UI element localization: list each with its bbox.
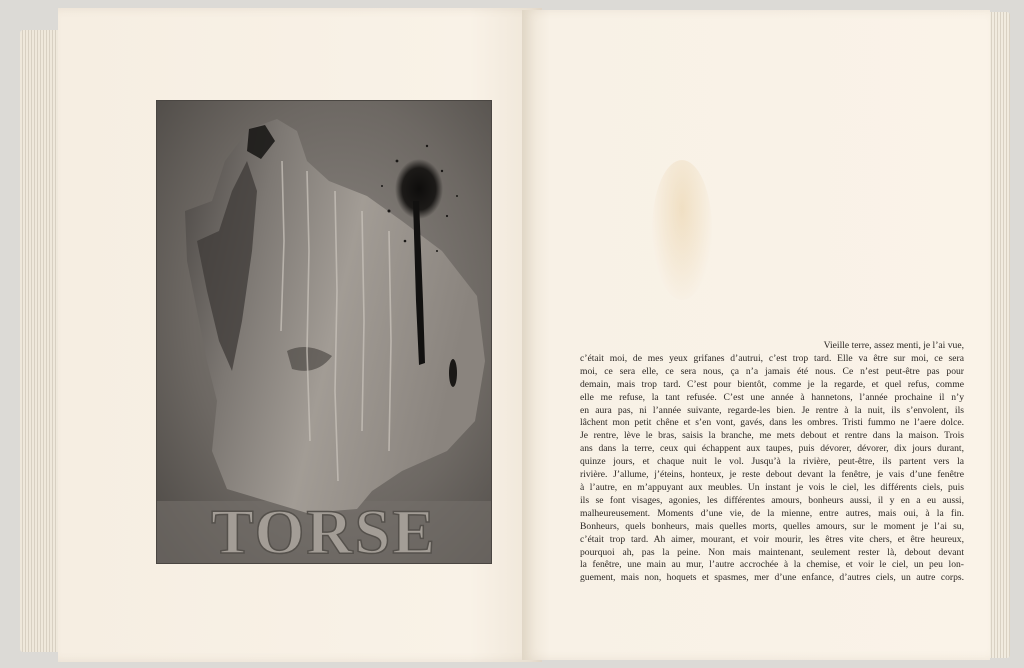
poem-line: c’était moi, de mes yeux grifanes d’autrui, c’est trop tard. Elle va être sur moi, ce sera <box>580 352 964 364</box>
torse-etching-plate <box>156 100 492 564</box>
poem-line: rivière. J’allume, j’éteins, honteux, je reste debout devant la fenêtre, je vais d’une fenêtre <box>580 469 964 481</box>
poem-line: quinze jours, et chaque nuit le vol. Jusqu’à la rivière, peut-être, ils partent vers la <box>580 456 964 468</box>
poem-text <box>580 340 964 585</box>
right-page <box>522 10 990 660</box>
poem-line: ans dans la terre, ceux qui échappent aux taupes, puis dévorer, dévorer, dix jours durant, <box>580 443 964 455</box>
poem-line: Bonheurs, quels bonheurs, mais quelles morts, quelles amours, sur le moment je l’ai su, <box>580 520 964 532</box>
poem-line: en aura pas, ni l’année suivante, regarde-les bien. Je rentre à la nuit, ils s’envolent, ils <box>580 404 964 416</box>
poem-line: ils se font visages, agonies, les différentes amours, bonheurs aussi, il y en a eu aussi, <box>580 494 964 506</box>
poem-line: demain, mais trop tard. C’est pour bientôt, comme je la regarde, et quel refus, comme <box>580 378 964 390</box>
poem-line: à l’autre, en m’appuyant aux meubles. Un instant je vois le ciel, les différents ciels, puis <box>580 481 964 493</box>
poem-line: lâchent mon petit chêne et s’en vont, gavés, dans les ombres. Tristi fummo ne l’aere dolce. <box>580 417 964 429</box>
open-book <box>20 8 1010 662</box>
poem-line: Vieille terre, assez menti, je l’ai vue, <box>823 340 964 351</box>
poem-line: Je rentre, lève le bras, saisis la branche, me mets debout et rentre dans la maison. Trois <box>580 430 964 442</box>
torso-illustration <box>157 101 491 563</box>
poem-line: elle me refuse, la tant refusée. C’est une année à hannetons, l’année prochaine il n’y <box>580 391 964 403</box>
poem-line: la fenêtre, une main au mur, l’autre accrochée à la chemise, et voir le ciel, un peu lon- <box>580 559 964 571</box>
poem-line: guement, mais non, hoquets et spasmes, mer d’une enfance, d’autres ciels, un autre corps. <box>580 572 964 584</box>
poem-line: malheureusement. Moments d’une vie, de la mienne, entre autres, mais oui, à la fin. <box>580 507 964 519</box>
poem-line: pourquoi ah, pas la peine. Non mais maintenant, seulement rester là, debout devant <box>580 546 964 558</box>
left-page <box>58 8 542 662</box>
poem-line: c’était trop tard. Ah aimer, mourant, et voir mourir, les êtres vite chers, et être heureux, <box>580 533 964 545</box>
plate-title: TORSE <box>211 496 437 563</box>
page-stain <box>652 160 712 300</box>
poem-line: moi, ce sera elle, ce sera nous, ça n’a jamais été nous. Ce n’est peut-être pas pour <box>580 365 964 377</box>
